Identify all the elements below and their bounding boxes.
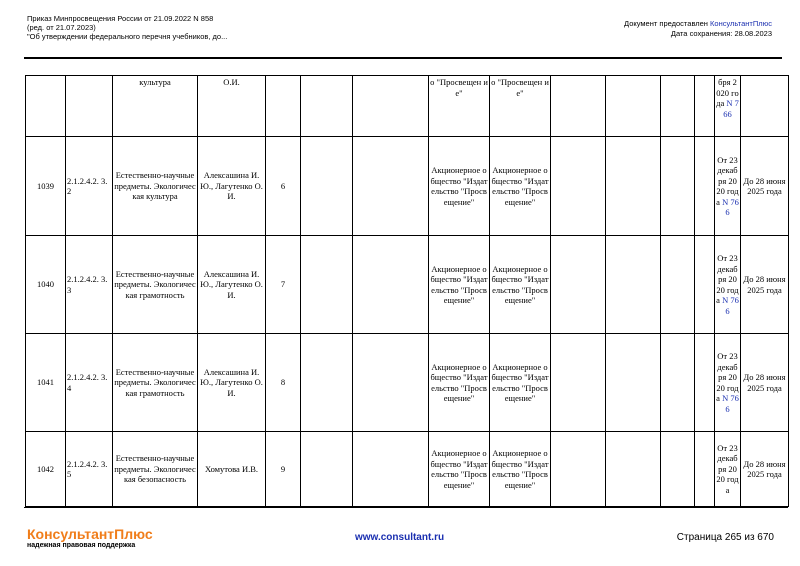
empty-cell: [661, 334, 695, 432]
subject-cell: Естественно-научные предметы. Экологическая безопасность: [113, 432, 198, 507]
grade-cell: 7: [266, 236, 301, 334]
subject-cell: культура: [113, 76, 198, 137]
row-number-cell: 1042: [26, 432, 66, 507]
publisher-cell: Акционерное общество "Издательство "Просвещение": [490, 334, 551, 432]
provider-info: [624, 19, 772, 39]
publisher-cell: Акционерное общество "Издательство "Просвещение": [429, 137, 490, 236]
subject-cell: Естественно-научные предметы. Экологическая культура: [113, 137, 198, 236]
publisher-cell: Акционерное общество "Издательство "Просвещение": [490, 432, 551, 507]
empty-cell: [301, 432, 353, 507]
provided-text: Документ предоставлен: [624, 19, 711, 28]
code-cell: 2.1.2.4.2. 3.5: [66, 432, 113, 507]
author-cell: О.И.: [198, 76, 266, 137]
publisher-cell: Акционерное общество "Издательство "Просвещение": [490, 236, 551, 334]
empty-cell: [551, 236, 606, 334]
site-link[interactable]: www.consultant.ru: [355, 532, 445, 543]
doc-subject-line: "Об утверждении федерального перечня учебников, до...: [27, 32, 228, 41]
page-counter: Страница 265 из 670: [676, 532, 774, 543]
code-cell: 2.1.2.4.2. 3.2: [66, 137, 113, 236]
table-row: [26, 137, 789, 236]
order-date: От 23 декабря 2020 года: [716, 351, 739, 403]
empty-cell: [695, 236, 715, 334]
grade-cell: 9: [266, 432, 301, 507]
valid-until-cell: До 28 июня 2025 года: [741, 137, 789, 236]
code-cell: 2.1.2.4.2. 3.3: [66, 236, 113, 334]
publisher-cell: Акционерное общество "Издательство "Просвещение": [429, 236, 490, 334]
publisher-cell: о "Просвещен ие": [429, 76, 490, 137]
empty-cell: [301, 137, 353, 236]
author-cell: Хомутова И.В.: [198, 432, 266, 507]
table-bottom-rule: [24, 507, 788, 509]
empty-cell: [606, 137, 661, 236]
empty-cell: [606, 334, 661, 432]
subject-cell: Естественно-научные предметы. Экологическая грамотность: [113, 236, 198, 334]
valid-until-cell: До 28 июня 2025 года: [741, 334, 789, 432]
doc-edition-line: (ред. от 21.07.2023): [27, 23, 96, 32]
order-date: От 23 декабря 2020 года: [716, 442, 739, 495]
author-cell: Алексашина И.Ю., Лагутенко О.И.: [198, 334, 266, 432]
save-date: Дата сохранения: 28.08.2023: [670, 29, 772, 38]
subject-cell: Естественно-научные предметы. Экологическая грамотность: [113, 334, 198, 432]
empty-cell: [353, 334, 429, 432]
brand-link[interactable]: КонсультантПлюс: [710, 19, 772, 28]
header-rule: [24, 57, 782, 59]
empty-cell: [301, 236, 353, 334]
order-date: бря 2020 года: [716, 77, 739, 108]
empty-cell: [695, 334, 715, 432]
valid-until-cell: До 28 июня 2025 года: [741, 236, 789, 334]
order-link[interactable]: N 766: [722, 393, 739, 414]
empty-cell: [301, 334, 353, 432]
valid-until-cell: До 28 июня 2025 года: [741, 432, 789, 507]
empty-cell: [661, 137, 695, 236]
logo-tagline: надежная правовая поддержка: [27, 542, 136, 549]
empty-cell: [551, 334, 606, 432]
order-date: От 23 декабря 2020 года: [716, 154, 739, 207]
code-cell: 2.1.2.4.2. 3.4: [66, 334, 113, 432]
order-date: От 23 декабря 2020 года: [716, 253, 739, 305]
grade-cell: 6: [266, 137, 301, 236]
order-link[interactable]: N 766: [722, 295, 739, 316]
empty-cell: [353, 432, 429, 507]
publisher-cell: Акционерное общество "Издательство "Просвещение": [429, 432, 490, 507]
order-link[interactable]: N 766: [722, 196, 739, 217]
empty-cell: [353, 137, 429, 236]
empty-cell: [661, 236, 695, 334]
empty-cell: [353, 236, 429, 334]
publisher-cell: о "Просвещен ие": [490, 76, 551, 137]
table-row: [26, 76, 789, 137]
empty-cell: [551, 137, 606, 236]
textbook-table: [25, 75, 789, 507]
row-number-cell: 1041: [26, 334, 66, 432]
empty-cell: [695, 137, 715, 236]
order-link[interactable]: N 766: [723, 98, 739, 119]
row-number-cell: 1039: [26, 137, 66, 236]
empty-cell: [606, 432, 661, 507]
empty-cell: [606, 236, 661, 334]
order-date-cell: [715, 334, 741, 432]
author-cell: Алексашина И.Ю., Лагутенко О.И.: [198, 236, 266, 334]
document-title: [27, 14, 227, 41]
author-cell: Алексашина И.Ю., Лагутенко О.И.: [198, 137, 266, 236]
order-date-cell: [715, 76, 741, 137]
row-number-cell: 1040: [26, 236, 66, 334]
doc-title-line: Приказ Минпросвещения России от 21.09.2022 N 858: [27, 14, 214, 23]
publisher-cell: Акционерное общество "Издательство "Просвещение": [490, 137, 551, 236]
order-date-cell: [715, 236, 741, 334]
empty-cell: [551, 432, 606, 507]
table-row: [26, 432, 789, 507]
empty-cell: [661, 432, 695, 507]
grade-cell: 8: [266, 334, 301, 432]
publisher-cell: Акционерное общество "Издательство "Просвещение": [429, 334, 490, 432]
order-date-cell: [715, 432, 741, 507]
empty-cell: [695, 432, 715, 507]
table-row: [26, 236, 789, 334]
order-date-cell: [715, 137, 741, 236]
consultant-logo: КонсультантПлюс: [27, 526, 153, 542]
table-row: [26, 334, 789, 432]
